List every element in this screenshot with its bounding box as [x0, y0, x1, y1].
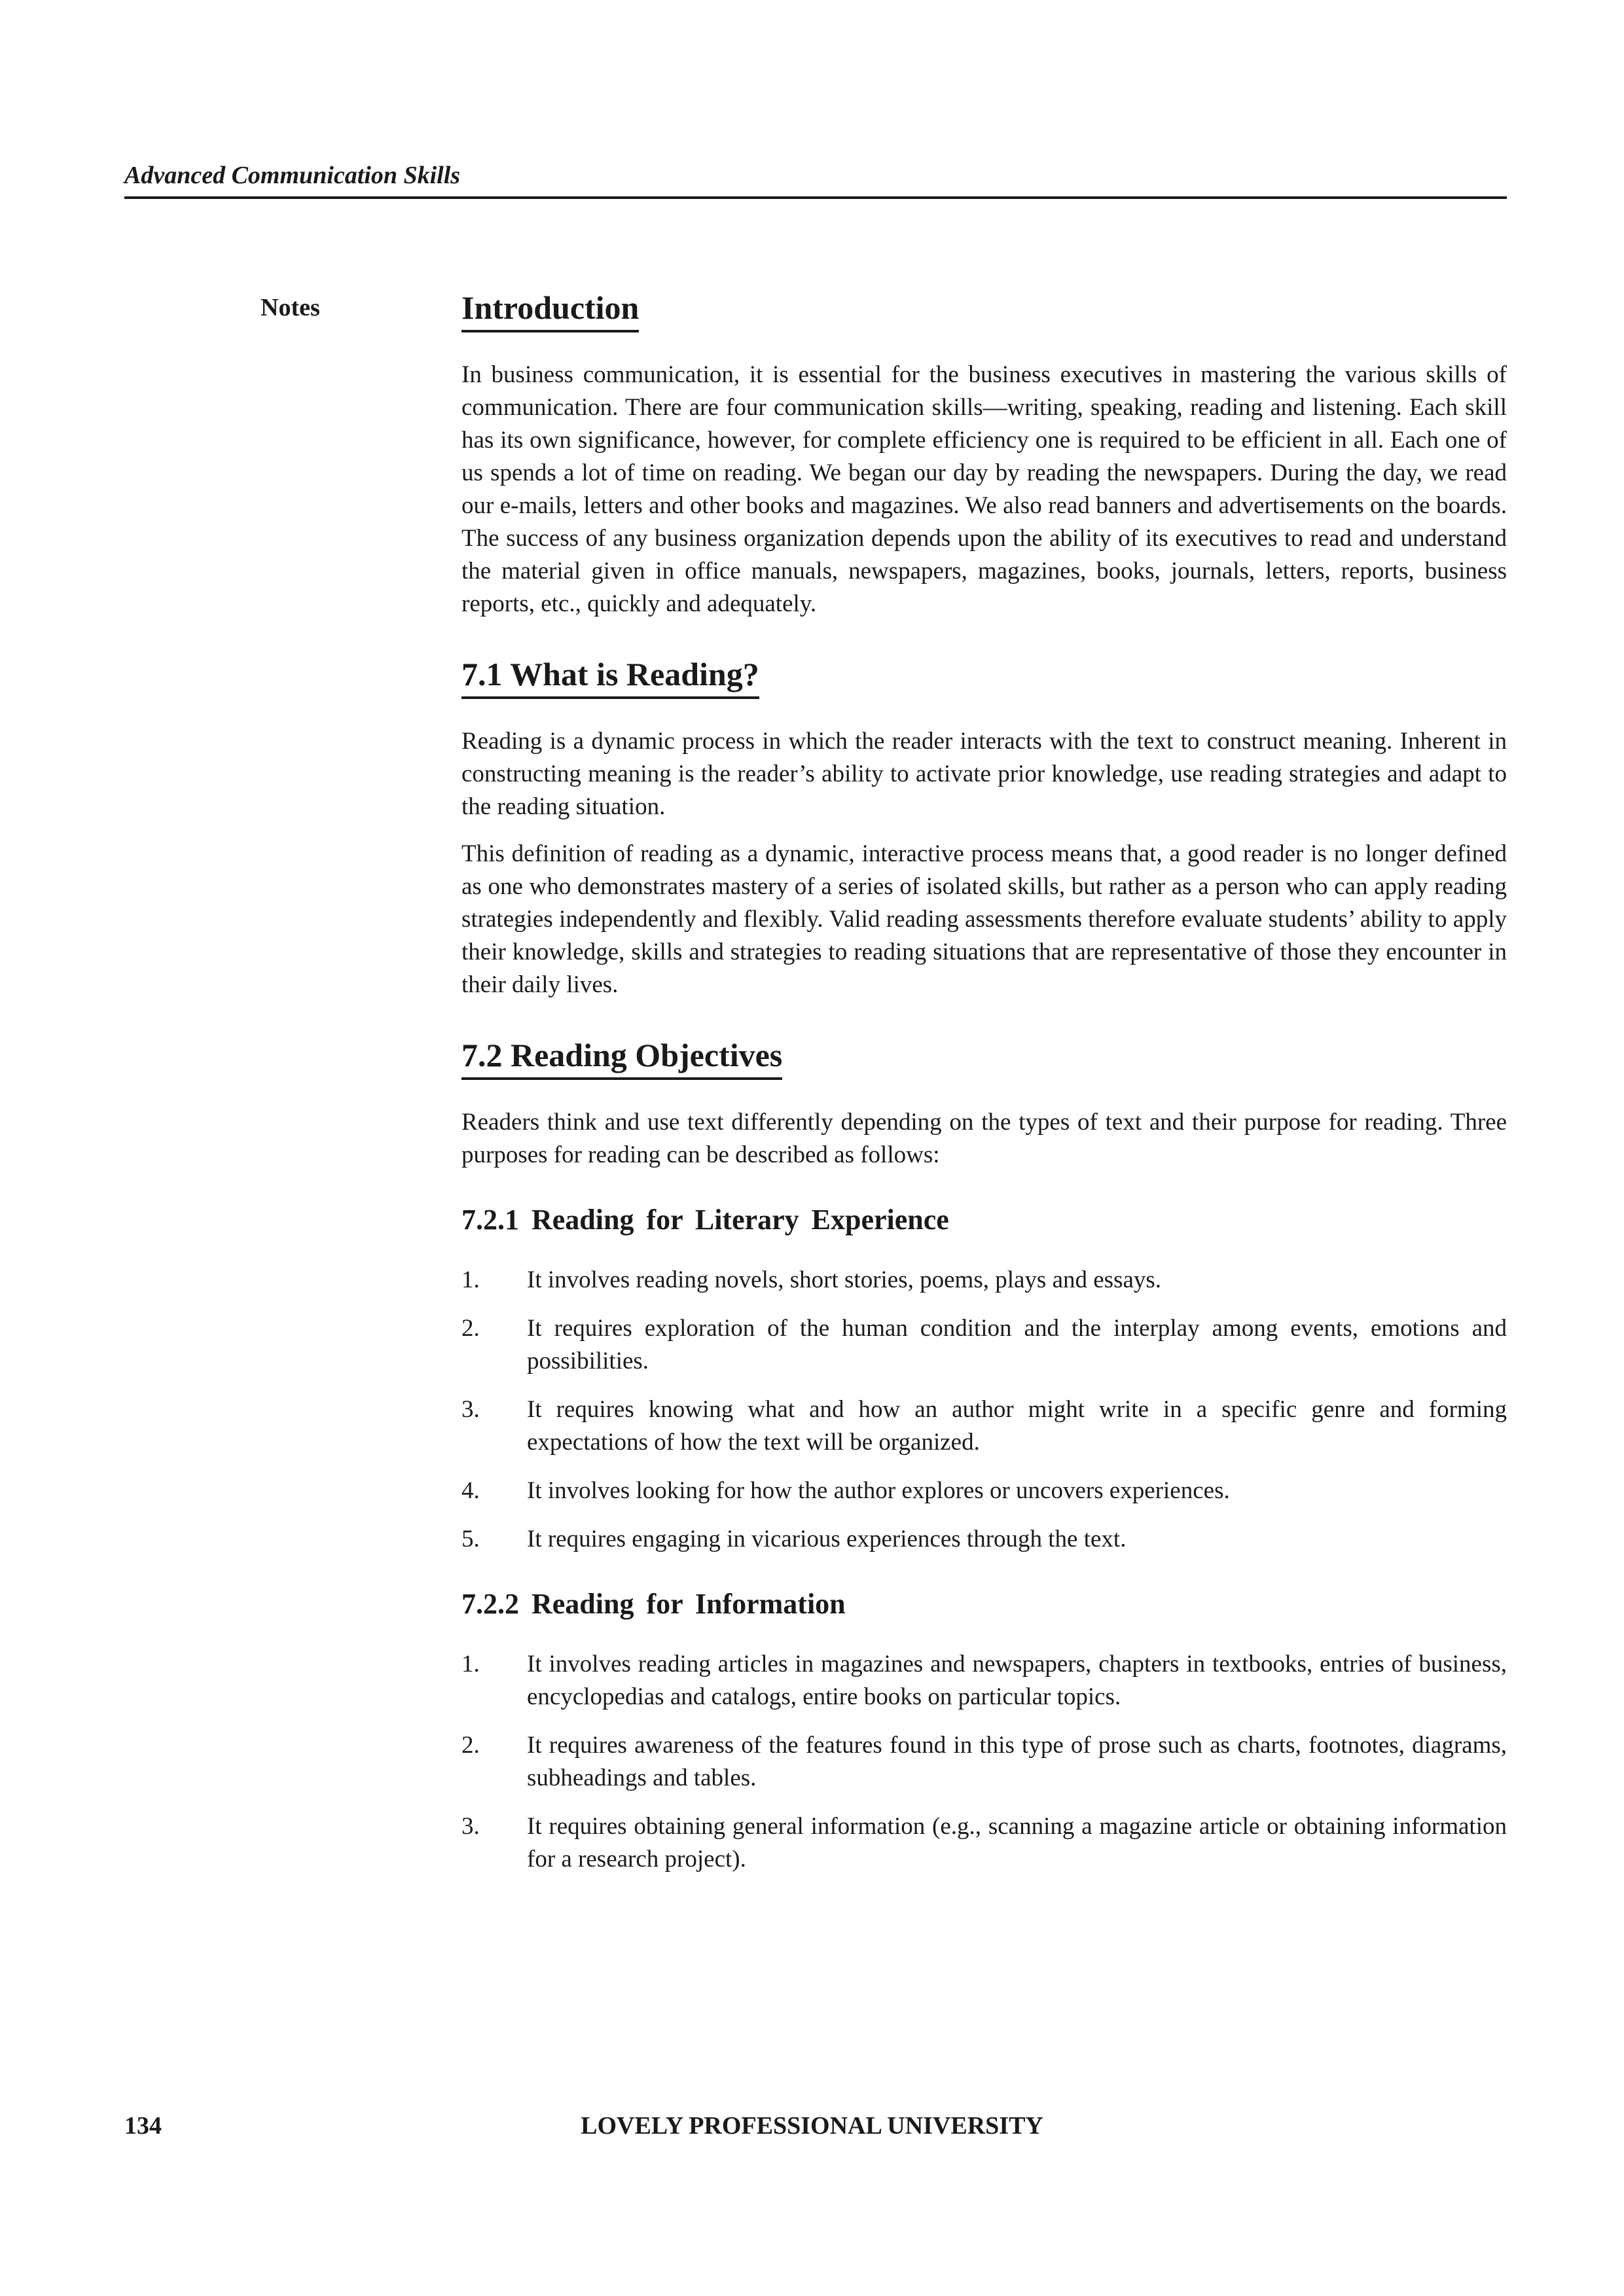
section-heading-what-is-reading: 7.1 What is Reading?	[461, 655, 759, 699]
objectives-paragraph: Readers think and use text differently depending on the types of text and their purpose for reading. Three purposes for reading can be described as follows:	[461, 1109, 1507, 1168]
footer-university: LOVELY PROFESSIONAL UNIVERSITY	[581, 2112, 1043, 2140]
list-item	[461, 1264, 1507, 1297]
subsection-heading-information: 7.2.2 Reading for Information	[461, 1588, 846, 1620]
intro-section	[461, 288, 1507, 332]
list-item-number: 2.	[461, 1315, 480, 1342]
list-item-number: 2.	[461, 1732, 480, 1759]
section-heading-reading-objectives: 7.2 Reading Objectives	[461, 1035, 782, 1080]
running-header: Advanced Communication Skills	[124, 161, 1507, 199]
list-item	[461, 1729, 1507, 1795]
list-item-text: It requires knowing what and how an author might write in a specific genre and forming expectations of how the text will be organized.	[527, 1396, 1507, 1456]
intro-paragraph: In business communication, it is essential for the business executives in mastering the various skills of communication. There are four communication skills—writing, speaking, reading and listening. Each skill has its own significance, however, for complete efficiency one is required to be efficient in all. Each one of us spends a lot of time on reading. We began our day by reading the newspapers. During the day, we read our e-mails, letters and other books and magazines. We also read banners and advertisements on the boards. The success of any business organization depends upon the ability of its executives to read and understand the material given in office manuals, newspapers, magazines, books, journals, letters, reports, business reports, etc., quickly and adequately.	[461, 361, 1507, 617]
what-is-reading-paragraph-1: Reading is a dynamic process in which the reader interacts with the text to construct meaning. Inherent in constructing meaning is the reader’s ability to activate prior knowledge, use reading strategies and adapt to the reading situation.	[461, 728, 1507, 820]
section-heading-introduction: Introduction	[461, 288, 639, 332]
list-item	[461, 1648, 1507, 1713]
list-item-text: It requires exploration of the human condition and the interplay among events, emotions and possibilities.	[527, 1315, 1507, 1374]
list-item-text: It involves reading novels, short stories, poems, plays and essays.	[527, 1266, 1162, 1293]
what-is-reading-paragraph-2: This definition of reading as a dynamic, interactive process means that, a good reader is no longer defined as one who demonstrates mastery of a series of isolated skills, but rather as a person who can apply reading strategies independently and flexibly. Valid reading assessments therefore evaluate students’ ability to apply their knowledge, skills and strategies to reading situations that are representative of those they encounter in their daily lives.	[461, 840, 1507, 998]
list-item	[461, 1393, 1507, 1459]
list-item	[461, 1475, 1507, 1507]
page-number: 134	[124, 2112, 162, 2140]
list-item-text: It involves looking for how the author explores or uncovers experiences.	[527, 1477, 1230, 1504]
list-item-text: It requires awareness of the features found in this type of prose such as charts, footnotes, diagrams, subheadings and tables.	[527, 1732, 1507, 1791]
list-item-number: 1.	[461, 1651, 480, 1677]
subsection-heading-literary: 7.2.1 Reading for Literary Experience	[461, 1204, 949, 1236]
what-is-reading-section	[461, 655, 1507, 699]
literary-list	[461, 1264, 1507, 1556]
list-item-number: 4.	[461, 1477, 480, 1504]
objectives-section	[461, 1035, 1507, 1080]
notes-label: Notes	[261, 294, 320, 321]
list-item-text: It requires engaging in vicarious experiences through the text.	[527, 1526, 1127, 1552]
list-item-number: 1.	[461, 1266, 480, 1293]
list-item-number: 3.	[461, 1813, 480, 1840]
main-content	[461, 288, 1507, 1892]
list-item	[461, 1312, 1507, 1378]
list-item-text: It involves reading articles in magazines and newspapers, chapters in textbooks, entries of business, encyclopedias and catalogs, entire books on particular topics.	[527, 1651, 1507, 1710]
list-item-text: It requires obtaining general information (e.g., scanning a magazine article or obtaining information for a research project).	[527, 1813, 1507, 1873]
list-item-number: 5.	[461, 1526, 480, 1552]
list-item	[461, 1523, 1507, 1556]
list-item	[461, 1810, 1507, 1876]
list-item-number: 3.	[461, 1396, 480, 1423]
information-list	[461, 1648, 1507, 1876]
